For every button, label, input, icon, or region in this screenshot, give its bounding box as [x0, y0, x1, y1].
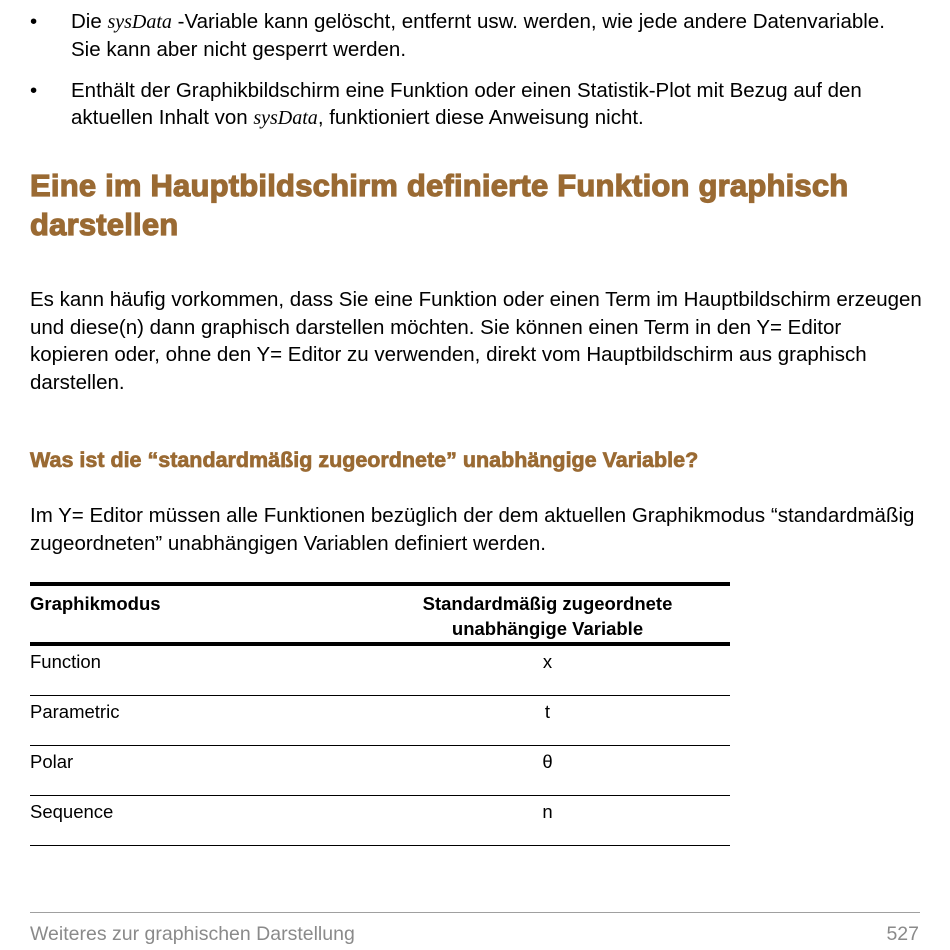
bullet-text: Enthält der Graphikbildschirm eine Funktion oder einen Statistik-Plot mit Bezug auf den aktuellen Inhalt von	[71, 79, 862, 129]
bullet-text: -Variable kann gelöscht, entfernt usw. werden, wie jede andere Datenvariable. Sie kann aber nicht gesperrt werden.	[71, 10, 885, 61]
table-row	[30, 696, 730, 746]
footer-title: Weiteres zur graphischen Darstellung	[30, 923, 355, 945]
table-cell-variable: x	[542, 651, 553, 672]
table-row	[30, 796, 730, 846]
graph-mode-table	[30, 582, 730, 846]
table-cell-variable: θ	[542, 751, 553, 772]
bullet-marker: •	[30, 10, 38, 33]
table-cell-mode: Polar	[30, 751, 74, 772]
table-cell-variable: t	[544, 701, 551, 722]
footer-divider	[30, 912, 920, 913]
intro-paragraph: Es kann häufig vorkommen, dass Sie eine Funktion oder einen Term im Hauptbildschirm erzeugen und diese(n) dann graphisch darstellen möchten. Sie können einen Term in den Y= Editor kopieren oder, ohne den Y= Editor zu verwenden, direkt vom Hauptbildschirm aus graphisch darstellen.	[30, 288, 922, 394]
bullet-item	[30, 77, 920, 132]
variable-name: sysData	[107, 11, 172, 33]
variable-name: sysData	[253, 107, 318, 129]
table-cell-mode: Sequence	[30, 801, 114, 822]
column-header-independent-variable: Standardmäßig zugeordnete unabhängige Variable	[422, 593, 673, 639]
description-paragraph: Im Y= Editor müssen alle Funktionen bezüglich der dem aktuellen Graphikmodus “standardmäßig zugeordneten” unabhängigen Variablen definiert werden.	[30, 504, 915, 555]
bullet-item	[30, 8, 920, 63]
bullet-marker: •	[30, 79, 38, 102]
subheading: Was ist die “standardmäßig zugeordnete” unabhängige Variable?	[30, 448, 699, 472]
page-number: 527	[886, 923, 919, 945]
column-header-graph-mode: Graphikmodus	[30, 593, 161, 614]
table-cell-variable: n	[542, 801, 553, 822]
bullet-list	[30, 8, 920, 132]
table-row	[30, 746, 730, 796]
table-cell-mode: Parametric	[30, 701, 120, 722]
section-heading: Eine im Hauptbildschirm definierte Funktion graphisch darstellen	[30, 168, 849, 242]
table-row	[30, 646, 730, 696]
bullet-text: , funktioniert diese Anweisung nicht.	[317, 106, 644, 129]
table-cell-mode: Function	[30, 651, 101, 672]
bullet-text: Die	[71, 10, 108, 33]
table-header	[30, 586, 730, 646]
